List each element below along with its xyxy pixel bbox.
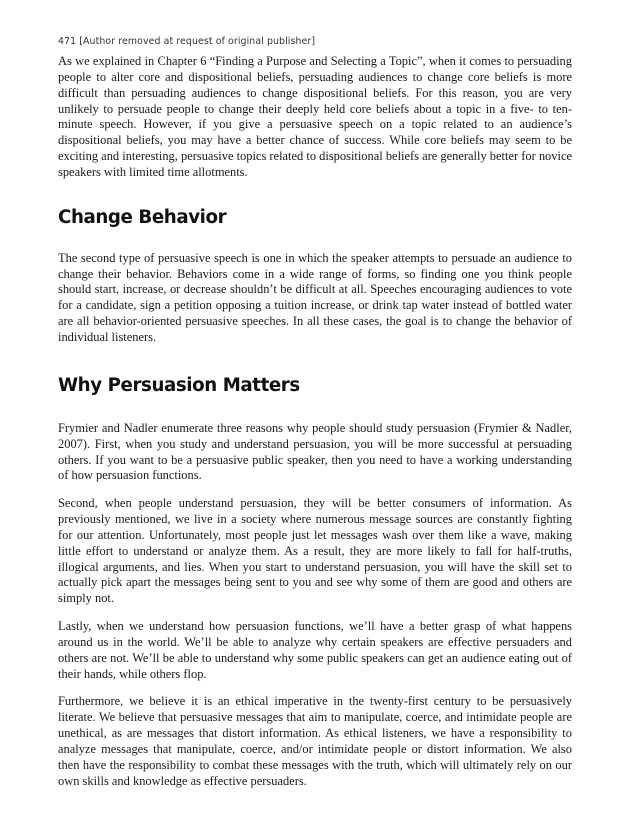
- intro-paragraph: As we explained in Chapter 6 “Finding a Purpose and Selecting a Topic”, when it comes to persuading people to alter core and dispositional beliefs, persuading audiences to change core beliefs is more difficult than persuading audiences to change dispositional beliefs. For this reason, you are very unlikely to persuade people to change their deeply held core beliefs about a topic in a five- to ten-minute speech. However, if you give a persuasive speech on a topic related to an audience’s dispositional beliefs, you may have a better chance of success. While core beliefs may seem to be exciting and interesting, persuasive topics related to dispositional beliefs are generally better for novice speakers with limited time allotments.: [58, 54, 572, 179]
- document-page: [58, 36, 572, 790]
- running-head: 471 [Author removed at request of original publisher]: [58, 36, 316, 47]
- why-persuasion-paragraph-2: Second, when people understand persuasion, they will be better consumers of information. As previously mentioned, we live in a society where numerous message sources are constantly fighting for our attention. Unfortunately, most people just let messages wash over them like a wave, making little effort to understand or analyze them. As a result, they are more likely to fall for half-truths, illogical arguments, and lies. When you start to understand persuasion, you will have the skill set to actually pick apart the messages being sent to you and see why some of them are good and others are simply not.: [58, 496, 572, 606]
- why-persuasion-paragraph-4: Furthermore, we believe it is an ethical imperative in the twenty-first century to be persuasively literate. We believe that persuasive messages that aim to manipulate, coerce, and intimidate people are unethical, as are messages that distort information. As ethical listeners, we have a responsibility to analyze messages that manipulate, coerce, and/or intimidate people or distort information. We also then have the responsibility to combat these messages with the truth, which will ultimately rely on our own skills and knowledge as effective persuaders.: [58, 694, 572, 788]
- why-persuasion-paragraph-1: Frymier and Nadler enumerate three reasons why people should study persuasion (Frymier & Nadler, 2007). First, when you study and understand persuasion, you will be more successful at persuading others. If you want to be a persuasive public speaker, then you need to have a working understanding of how persuasion functions.: [58, 420, 572, 483]
- section-heading-why-persuasion-matters: Why Persuasion Matters: [58, 374, 300, 396]
- why-persuasion-paragraph-3: Lastly, when we understand how persuasion functions, we’ll have a better grasp of what happens around us in the world. We’ll be able to analyze why certain speakers are effective persuaders and others are not. We’ll be able to understand why some public speakers can get an audience eating out of their hands, while others flop.: [58, 619, 572, 681]
- change-behavior-paragraph: The second type of persuasive speech is one in which the speaker attempts to persuade an audience to change their behavior. Behaviors come in a wide range of forms, so finding one you think people should start, increase, or decrease shouldn’t be difficult at all. Speeches encouraging audiences to vote for a candidate, sign a petition opposing a tuition increase, or drink tap water instead of bottled water are all behavior-oriented persuasive speeches. In all these cases, the goal is to change the behavior of individual listeners.: [58, 250, 572, 344]
- section-heading-change-behavior: Change Behavior: [58, 206, 227, 228]
